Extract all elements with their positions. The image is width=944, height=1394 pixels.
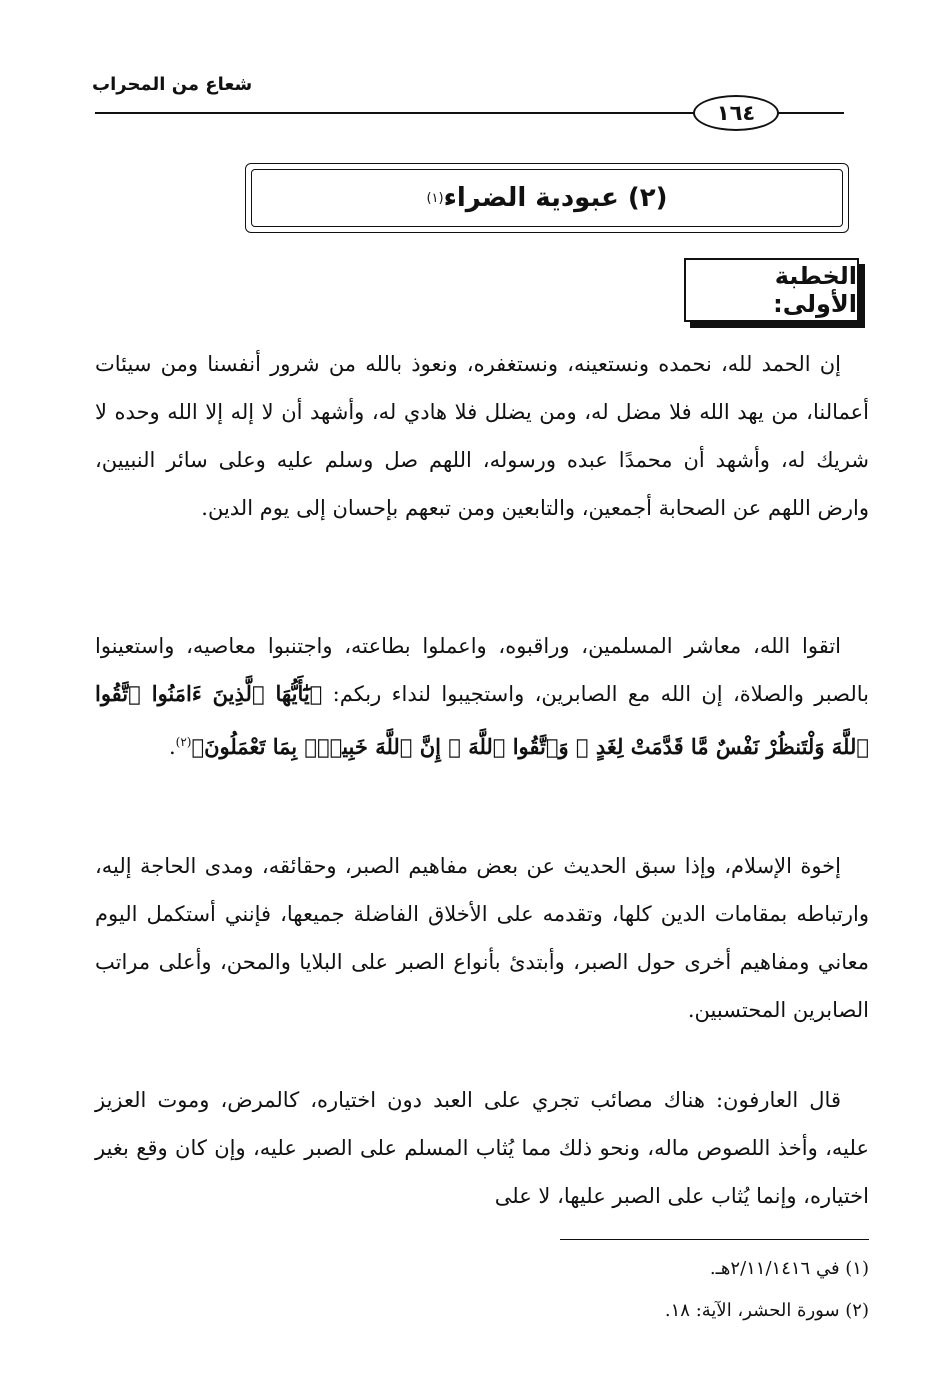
paragraph-taqwa: [95, 622, 869, 771]
page-number: ١٦٤: [693, 95, 779, 131]
verse-footnote-marker: (٢): [175, 735, 192, 749]
running-title: شعاع من المحراب: [92, 74, 253, 95]
paragraph-text: [95, 622, 869, 771]
footnote-2: (٢) سورة الحشر، الآية: ١٨.: [664, 1300, 869, 1321]
paragraph-text: إخوة الإسلام، وإذا سبق الحديث عن بعض مفاهيم الصبر، وحقائقه، ومدى الحاجة إليه، وارتباطه بمقامات الدين كلها، وتقدمه على الأخلاق الفاضلة جميعها، فإنني أستكمل اليوم معاني ومفاهيم أخرى حول الصبر، وأبتدئ بأنواع الصبر على البلايا والمحن، وأعلى مراتب الصابرين المحتسبين.: [95, 854, 869, 1022]
paragraph-calamities: [95, 1076, 869, 1220]
paragraph-text: إن الحمد لله، نحمده ونستعينه، ونستغفره، ونعوذ بالله من شرور أنفسنا ومن سيئات أعمالنا، من يهد الله فلا مضل له، ومن يضلل فلا هادي له، وأشهد أن لا إله إلا الله وحده لا شريك له، وأشهد أن محمدًا عبده ورسوله، اللهم صل وسلم عليه وعلى سائر النبيين، وارض اللهم عن الصحابة أجمعين، والتابعين ومن تبعهم بإحسان إلى يوم الدين.: [95, 352, 869, 520]
paragraph-opening: [95, 340, 869, 532]
section-heading: الخطبة الأولى:: [684, 258, 859, 322]
chapter-footnote-marker: (١): [426, 190, 444, 206]
chapter-title-text: (٢) عبودية الضراء: [443, 183, 668, 213]
paragraph-intro: اتقوا الله، معاشر المسلمين، وراقبوه، واعملوا بطاعته، واجتنبوا معاصيه، واستعينوا بالصبر والصلاة، إن الله مع الصابرين، واستجيبوا لنداء ربكم:: [95, 634, 869, 706]
footnote-rule: [560, 1239, 869, 1240]
paragraph-patience: [95, 842, 869, 1034]
paragraph-end: .: [168, 735, 176, 759]
chapter-title-frame: [245, 163, 849, 233]
quran-verse: ﴿يَٰٓأَيُّهَا ٱلَّذِينَ ءَامَنُوا ٱتَّقُوا ٱللَّهَ وَلْتَنظُرْ نَفْسٌ مَّا قَدَّمَتْ لِغَدٍ ۖ وَٱتَّقُوا ٱللَّهَ ۚ إِنَّ ٱللَّهَ خَبِيرٌۢ بِمَا تَعْمَلُونَ﴾: [95, 681, 869, 759]
paragraph-text: قال العارفون: هناك مصائب تجري على العبد دون اختياره، كالمرض، وموت العزيز عليه، وأخذ اللصوص ماله، ونحو ذلك مما يُثاب المسلم على الصبر عليه، وإن كان وقع بغير اختياره، وإنما يُثاب على الصبر عليها، لا على: [95, 1088, 869, 1208]
chapter-title: [246, 164, 848, 232]
footnote-1: (١) في ٢/١١/١٤١٦هـ.: [709, 1258, 869, 1279]
